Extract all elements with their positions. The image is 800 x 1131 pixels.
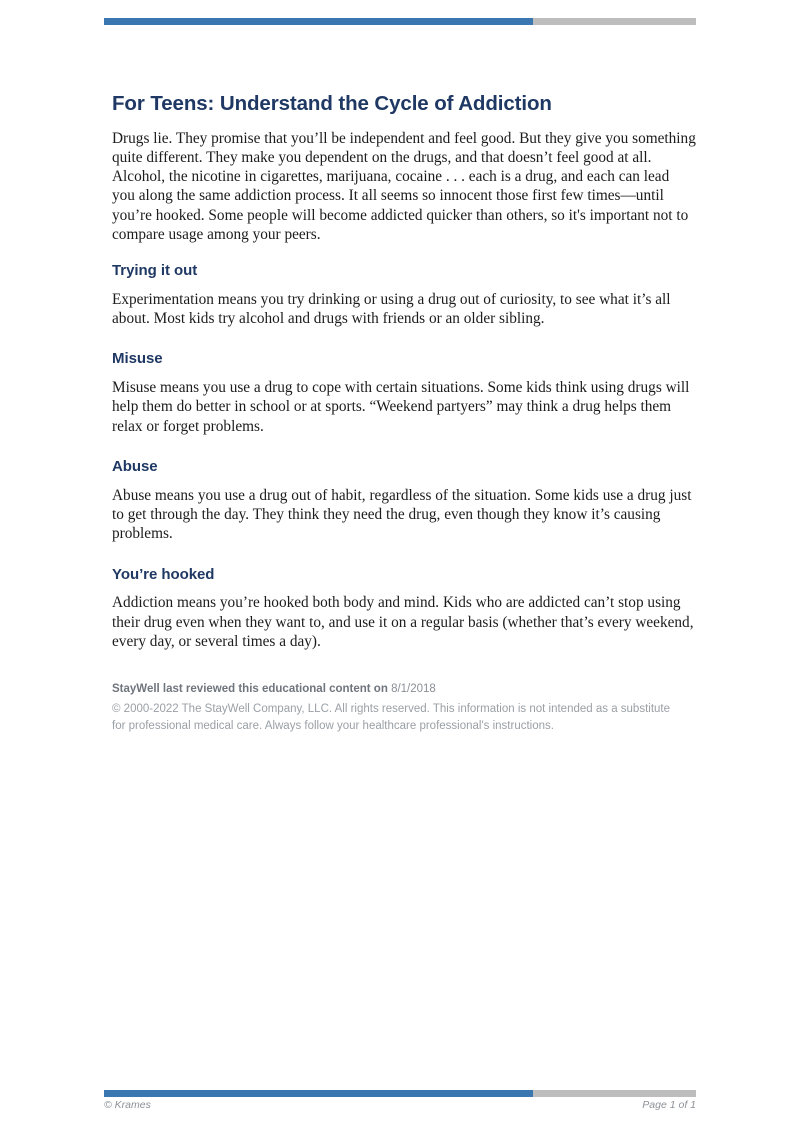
footer-rule-blue-segment [104, 1090, 533, 1097]
page-footer [104, 1099, 696, 1111]
document-content [112, 92, 696, 735]
section-body-abuse: Abuse means you use a drug out of habit, regardless of the situation. Some kids use a drug just to get through the day. They think they need the drug, even though they know it’s causing problems. [112, 486, 692, 543]
section-body-misuse: Misuse means you use a drug to cope with certain situations. Some kids think using drugs will help them do better in school or at sports. “Weekend partyers” may think a drug helps them relax or forget problems. [112, 379, 690, 435]
section-heading-abuse: Abuse [112, 458, 158, 476]
section-body-youre-hooked: Addiction means you’re hooked both body and mind. Kids who are addicted can’t stop using their drug even when they want to, and use it on a regular basis (whether that’s every weekend, every day, or several times a day). [112, 594, 694, 650]
footer-rule-bar [104, 1090, 696, 1097]
footer-copyright: © Krames [104, 1099, 151, 1111]
section-heading-trying-it-out: Trying it out [112, 262, 198, 280]
section-misuse [112, 350, 696, 436]
copyright-notice: © 2000-2022 The StayWell Company, LLC. All rights reserved. This information is not intended as a substitute for professional medical care. Always follow your healthcare professional's instructions. [112, 703, 671, 733]
footer-rule-grey-segment [533, 1090, 696, 1097]
attribution-block [112, 681, 696, 735]
intro-paragraph: Drugs lie. They promise that you’ll be independent and feel good. But they give you something quite different. They make you dependent on the drugs, and that doesn’t feel good at all. Alcohol, the nicotine in cigarettes, marijuana, cocaine . . . each is a drug, and each can lead you along the same addiction process. It all seems so innocent those first few times—until you’re hooked. Some people will become addicted quicker than others, so it's important not to compare usage among your peers. [112, 129, 696, 243]
review-date: 8/1/2018 [391, 683, 436, 696]
review-label: StayWell last reviewed this educational content on [112, 683, 388, 696]
header-rule-bar [104, 18, 696, 25]
page-title: For Teens: Understand the Cycle of Addiction [112, 92, 552, 115]
header-rule-grey-segment [533, 18, 696, 25]
section-body-trying-it-out: Experimentation means you try drinking or using a drug out of curiosity, to see what it’s all about. Most kids try alcohol and drugs with friends or an older sibling. [112, 290, 671, 328]
section-heading-youre-hooked: You’re hooked [112, 565, 215, 583]
footer-page-number: Page 1 of 1 [642, 1099, 696, 1111]
review-line [112, 681, 696, 698]
section-trying-it-out [112, 262, 696, 328]
section-heading-misuse: Misuse [112, 350, 163, 368]
section-abuse [112, 458, 696, 544]
section-youre-hooked [112, 566, 696, 652]
header-rule-blue-segment [104, 18, 533, 25]
